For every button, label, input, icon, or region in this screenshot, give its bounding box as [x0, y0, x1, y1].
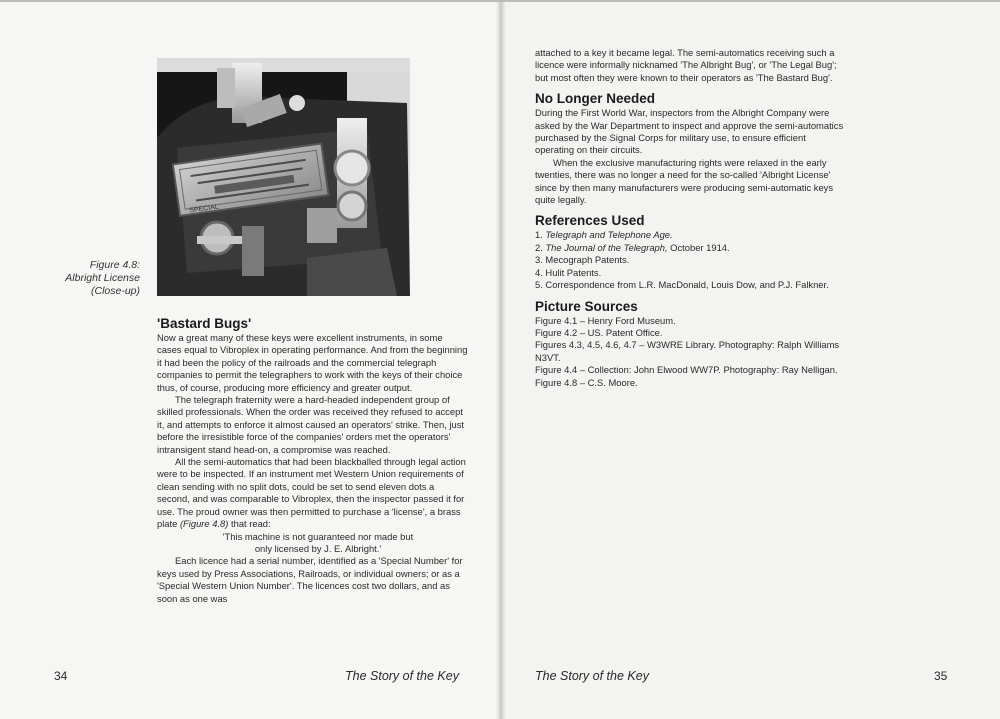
picture-source-item: Figure 4.1 – Henry Ford Museum. [535, 314, 676, 326]
caption-line-2: Albright License [65, 272, 140, 284]
continued-paragraph: attached to a key it became legal. The semi-automatics receiving such a licence were informally nicknamed 'The Albright Bug', or 'The Legal Bug'; but most often they were known to their operators as 'The Bastard Bug'. [535, 47, 837, 83]
footer-title-left: The Story of the Key [345, 669, 459, 683]
plate-special-text: SPECIAL [188, 203, 220, 215]
paragraph-3-text-a: All the semi-automatics that had been blackballed through legal action were to be inspected. If an instrument met Western Union requirements of clean sending with no split dots, could be set to send eleven dots a second, and was comparable to Vibroplex, then the inspector passed it for use. The proud owner was then permitted to purchase a 'license', a brass plate [157, 456, 466, 530]
reference-item: 5. Correspondence from L.R. MacDonald, Louis Dow, and P.J. Falkner. [535, 279, 829, 291]
reference-item: 2. The Journal of the Telegraph, October 1914. [535, 241, 730, 253]
picture-source-item: Figures 4.3, 4.5, 4.6, 4.7 – W3WRE Library. Photography: Ralph Williams N3VT. [535, 339, 840, 363]
picture-source-item: Figure 4.4 – Collection: John Elwood WW7P. Photography: Ray Nelligan. [535, 364, 838, 376]
key-photo-illustration [157, 58, 410, 296]
reference-item: 1. Telegraph and Telephone Age. [535, 229, 673, 241]
reference-item: 3. Mecograph Patents. [535, 254, 630, 266]
left-text-column [157, 316, 469, 605]
figure-caption [40, 259, 140, 298]
paragraph-3 [157, 456, 469, 530]
caption-line-1: Figure 4.8: [89, 259, 140, 271]
paragraph-4: Each licence had a serial number, identified as a 'Special Number' for keys used by Press Associations, Railroads, or individual owners; or as a 'Special Western Union Number'. The licences cost two dollars, and as soon as one was [157, 555, 463, 604]
section-heading-references: References Used [535, 213, 645, 229]
paragraph-1: Now a great many of these keys were excellent instruments, in some cases equal to Vibroplex in operating performance. And from the beginning it had been the policy of the railroads and the commercial telegraph companies to permit the telegraphers to work with the keys of their choice thus, of course, producing more efficiency and greater output. [157, 332, 468, 393]
page-top-edge [0, 0, 1000, 2]
section-heading-picture-sources: Picture Sources [535, 298, 638, 314]
page-number-left: 34 [54, 669, 68, 683]
references-list [535, 229, 845, 291]
quote-line-2: only licensed by J. E. Albright.' [254, 542, 382, 554]
section-heading-no-longer-needed: No Longer Needed [535, 91, 656, 107]
page-number-right: 35 [934, 669, 948, 683]
paragraph-2: The telegraph fraternity were a hard-headed independent group of skilled professionals. When the order was received they refused to accept it, and attempts to enforce it almost caused an operators' strike. Then, just before the irresistible force of the companies' orders met the operators' intransigent stand head-on, a compromise was reached. [157, 394, 464, 455]
picture-source-item: Figure 4.8 – C.S. Moore. [535, 376, 638, 388]
paragraph-3-text-b: that read: [228, 518, 271, 530]
book-gutter [496, 0, 506, 719]
right-page [500, 0, 1000, 719]
albright-license-photo [157, 58, 410, 296]
right-text-column [535, 47, 845, 389]
quote-line-1: 'This machine is not guaranteed nor made but [222, 530, 414, 542]
figure-reference: (Figure 4.8) [179, 518, 229, 530]
no-longer-needed-paragraph-1: During the First World War, inspectors from the Albright Company were asked by the War Department to inspect and approve the semi-automatics purchased by the Signal Corps for military use, to ensure efficient operating on their circuits. [535, 107, 844, 156]
no-longer-needed-paragraph-2: When the exclusive manufacturing rights were relaxed in the early twenties, there was no longer a need for the so-called 'Albright License' since by then many manufacturers were producing semi-automatic keys quite legally. [535, 156, 834, 206]
picture-source-item: Figure 4.2 – US. Patent Office. [535, 326, 663, 338]
caption-line-3: (Close-up) [90, 285, 140, 297]
section-heading-bastard-bugs: 'Bastard Bugs' [157, 316, 252, 331]
reference-item: 4. Hulit Patents. [535, 266, 602, 278]
footer-title-right: The Story of the Key [535, 669, 649, 683]
picture-sources-list [535, 315, 845, 389]
